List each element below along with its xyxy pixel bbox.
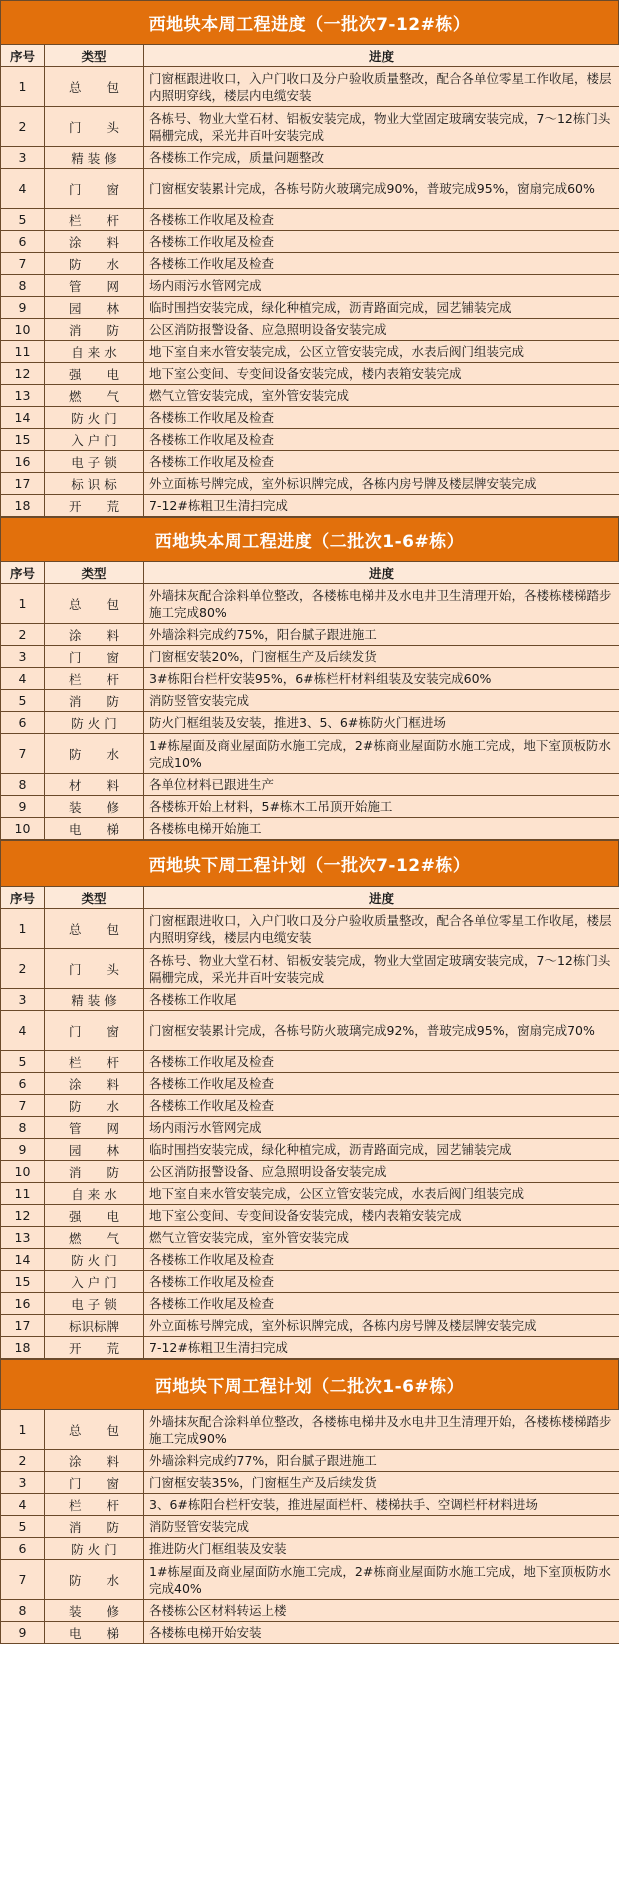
row-progress: 门窗框跟进收口，入户门收口及分户验收质量整改，配合各单位零星工作收尾，楼层内照明穿线，楼层内电缆安装	[144, 909, 619, 949]
row-progress: 7-12#栋粗卫生清扫完成	[144, 1337, 619, 1359]
table-row	[1, 253, 619, 275]
header-num: 序号	[1, 562, 45, 584]
row-number: 2	[1, 107, 45, 147]
table-row	[1, 796, 619, 818]
table-row	[1, 1516, 619, 1538]
row-type: 防 火 门	[45, 1538, 144, 1560]
header-num: 序号	[1, 45, 45, 67]
row-progress: 各楼栋工作收尾及检查	[144, 253, 619, 275]
row-progress: 3#栋阳台栏杆安装95%，6#栋栏杆材料组装及安装完成60%	[144, 668, 619, 690]
row-number: 4	[1, 1494, 45, 1516]
row-number: 8	[1, 275, 45, 297]
row-progress: 场内雨污水管网完成	[144, 1117, 619, 1139]
table-row	[1, 67, 619, 107]
row-number: 8	[1, 1600, 45, 1622]
row-progress: 3、6#栋阳台栏杆安装，推进屋面栏杆、楼梯扶手、空调栏杆材料进场	[144, 1494, 619, 1516]
header-progress: 进度	[144, 45, 619, 67]
table-row	[1, 1227, 619, 1249]
table-row	[1, 584, 619, 624]
table-row	[1, 209, 619, 231]
row-type: 总 包	[45, 909, 144, 949]
row-number: 12	[1, 363, 45, 385]
row-type: 防 水	[45, 734, 144, 774]
section-title: 西地块本周工程进度（一批次7-12#栋）	[0, 0, 619, 44]
row-number: 10	[1, 818, 45, 840]
table-row	[1, 774, 619, 796]
table-header-row	[1, 887, 619, 909]
table-row	[1, 319, 619, 341]
row-number: 9	[1, 1622, 45, 1644]
table-row	[1, 341, 619, 363]
table-row	[1, 275, 619, 297]
row-type: 电 梯	[45, 818, 144, 840]
row-number: 9	[1, 796, 45, 818]
row-progress: 各楼栋工作收尾及检查	[144, 209, 619, 231]
row-type: 园 林	[45, 1139, 144, 1161]
table-row	[1, 107, 619, 147]
row-type: 门 窗	[45, 646, 144, 668]
table-row	[1, 1139, 619, 1161]
row-type: 园 林	[45, 297, 144, 319]
table-header-row	[1, 562, 619, 584]
row-type: 标 识 标	[45, 473, 144, 495]
table-row	[1, 385, 619, 407]
row-number: 4	[1, 169, 45, 209]
table-row	[1, 1073, 619, 1095]
table-row	[1, 363, 619, 385]
row-type: 精 装 修	[45, 989, 144, 1011]
row-progress: 门窗框安装35%，门窗框生产及后续发货	[144, 1472, 619, 1494]
row-type: 燃 气	[45, 1227, 144, 1249]
row-number: 14	[1, 1249, 45, 1271]
table-row	[1, 429, 619, 451]
row-progress: 各楼栋工作收尾及检查	[144, 1051, 619, 1073]
row-number: 12	[1, 1205, 45, 1227]
row-progress: 场内雨污水管网完成	[144, 275, 619, 297]
row-type: 材 料	[45, 774, 144, 796]
table-row	[1, 297, 619, 319]
row-number: 4	[1, 1011, 45, 1051]
row-progress: 各楼栋工作收尾及检查	[144, 1271, 619, 1293]
row-progress: 门窗框安装累计完成，各栋号防火玻璃完成92%，普玻完成95%，窗扇完成70%	[144, 1011, 619, 1051]
row-number: 10	[1, 319, 45, 341]
row-progress: 公区消防报警设备、应急照明设备安装完成	[144, 1161, 619, 1183]
row-progress: 外墙涂料完成约75%，阳台腻子跟进施工	[144, 624, 619, 646]
section-3	[0, 840, 619, 1359]
row-type: 总 包	[45, 584, 144, 624]
row-number: 2	[1, 949, 45, 989]
table-row	[1, 169, 619, 209]
row-number: 6	[1, 1538, 45, 1560]
row-progress: 门窗框安装20%，门窗框生产及后续发货	[144, 646, 619, 668]
row-type: 开 荒	[45, 495, 144, 517]
row-number: 5	[1, 1051, 45, 1073]
row-type: 涂 料	[45, 1073, 144, 1095]
row-number: 1	[1, 67, 45, 107]
row-number: 18	[1, 1337, 45, 1359]
row-progress: 门窗框跟进收口，入户门收口及分户验收质量整改，配合各单位零星工作收尾，楼层内照明穿线，楼层内电缆安装	[144, 67, 619, 107]
row-type: 强 电	[45, 1205, 144, 1227]
row-type: 自 来 水	[45, 341, 144, 363]
row-type: 消 防	[45, 1516, 144, 1538]
row-type: 涂 料	[45, 1450, 144, 1472]
row-progress: 各楼栋工作收尾及检查	[144, 1249, 619, 1271]
progress-table	[0, 561, 619, 840]
progress-table	[0, 1409, 619, 1644]
row-type: 入 户 门	[45, 1271, 144, 1293]
row-number: 17	[1, 473, 45, 495]
row-number: 15	[1, 1271, 45, 1293]
row-number: 11	[1, 1183, 45, 1205]
row-number: 1	[1, 1410, 45, 1450]
row-progress: 地下室公变间、专变间设备安装完成，楼内表箱安装完成	[144, 363, 619, 385]
row-type: 防 火 门	[45, 712, 144, 734]
row-type: 栏 杆	[45, 1051, 144, 1073]
row-type: 门 头	[45, 107, 144, 147]
row-number: 16	[1, 1293, 45, 1315]
table-row	[1, 1600, 619, 1622]
row-type: 涂 料	[45, 624, 144, 646]
row-type: 栏 杆	[45, 1494, 144, 1516]
section-title: 西地块下周工程计划（一批次7-12#栋）	[0, 840, 619, 886]
row-progress: 外墙抹灰配合涂料单位整改，各楼栋电梯井及水电井卫生清理开始，各楼栋楼梯踏步施工完成90%	[144, 1410, 619, 1450]
table-row	[1, 1249, 619, 1271]
row-type: 消 防	[45, 690, 144, 712]
row-type: 消 防	[45, 1161, 144, 1183]
table-row	[1, 1271, 619, 1293]
row-number: 3	[1, 1472, 45, 1494]
row-type: 标识标牌	[45, 1315, 144, 1337]
section-1	[0, 0, 619, 517]
row-progress: 各单位材料已跟进生产	[144, 774, 619, 796]
table-row	[1, 231, 619, 253]
table-row	[1, 1410, 619, 1450]
header-type: 类型	[45, 562, 144, 584]
table-row	[1, 147, 619, 169]
row-number: 3	[1, 989, 45, 1011]
section-4	[0, 1359, 619, 1644]
table-row	[1, 949, 619, 989]
row-progress: 各楼栋工作收尾及检查	[144, 231, 619, 253]
row-number: 11	[1, 341, 45, 363]
row-number: 13	[1, 1227, 45, 1249]
row-progress: 燃气立管安装完成，室外管安装完成	[144, 1227, 619, 1249]
row-progress: 推进防火门框组装及安装	[144, 1538, 619, 1560]
row-number: 1	[1, 909, 45, 949]
row-type: 强 电	[45, 363, 144, 385]
row-progress: 各楼栋工作收尾及检查	[144, 1095, 619, 1117]
table-row	[1, 1472, 619, 1494]
row-progress: 临时围挡安装完成，绿化种植完成，沥青路面完成，园艺铺装完成	[144, 297, 619, 319]
row-type: 栏 杆	[45, 209, 144, 231]
table-row	[1, 1337, 619, 1359]
table-row	[1, 1011, 619, 1051]
row-progress: 外墙抹灰配合涂料单位整改，各楼栋电梯井及水电井卫生清理开始，各楼栋楼梯踏步施工完成80%	[144, 584, 619, 624]
row-number: 2	[1, 1450, 45, 1472]
row-number: 5	[1, 690, 45, 712]
row-progress: 外立面栋号牌完成，室外标识牌完成，各栋内房号牌及楼层牌安装完成	[144, 473, 619, 495]
row-number: 6	[1, 231, 45, 253]
row-progress: 各楼栋公区材料转运上楼	[144, 1600, 619, 1622]
row-progress: 临时围挡安装完成，绿化种植完成，沥青路面完成，园艺铺装完成	[144, 1139, 619, 1161]
row-type: 门 窗	[45, 1472, 144, 1494]
row-type: 管 网	[45, 1117, 144, 1139]
section-title: 西地块本周工程进度（二批次1-6#栋）	[0, 517, 619, 561]
row-type: 防 水	[45, 253, 144, 275]
row-progress: 地下室自来水管安装完成，公区立管安装完成，水表后阀门组装完成	[144, 341, 619, 363]
table-row	[1, 1622, 619, 1644]
header-progress: 进度	[144, 562, 619, 584]
row-number: 3	[1, 646, 45, 668]
row-progress: 各楼栋工作收尾及检查	[144, 1293, 619, 1315]
row-type: 装 修	[45, 796, 144, 818]
row-progress: 各楼栋电梯开始施工	[144, 818, 619, 840]
row-number: 4	[1, 668, 45, 690]
section-2	[0, 517, 619, 840]
header-num: 序号	[1, 887, 45, 909]
table-row	[1, 1560, 619, 1600]
header-type: 类型	[45, 45, 144, 67]
row-progress: 各栋号、物业大堂石材、铝板安装完成，物业大堂固定玻璃安装完成，7～12栋门头隔栅完成，采光井百叶安装完成	[144, 107, 619, 147]
progress-table	[0, 44, 619, 517]
table-row	[1, 1315, 619, 1337]
row-progress: 各楼栋工作收尾及检查	[144, 429, 619, 451]
row-type: 门 头	[45, 949, 144, 989]
row-number: 9	[1, 297, 45, 319]
row-progress: 各楼栋电梯开始安装	[144, 1622, 619, 1644]
row-progress: 公区消防报警设备、应急照明设备安装完成	[144, 319, 619, 341]
row-progress: 地下室公变间、专变间设备安装完成，楼内表箱安装完成	[144, 1205, 619, 1227]
row-type: 防 火 门	[45, 407, 144, 429]
row-progress: 地下室自来水管安装完成，公区立管安装完成，水表后阀门组装完成	[144, 1183, 619, 1205]
table-row	[1, 1183, 619, 1205]
row-progress: 消防竖管安装完成	[144, 690, 619, 712]
row-type: 开 荒	[45, 1337, 144, 1359]
row-type: 栏 杆	[45, 668, 144, 690]
row-number: 6	[1, 712, 45, 734]
row-type: 消 防	[45, 319, 144, 341]
row-number: 9	[1, 1139, 45, 1161]
row-progress: 防火门框组装及安装，推进3、5、6#栋防火门框进场	[144, 712, 619, 734]
table-row	[1, 1051, 619, 1073]
table-row	[1, 1117, 619, 1139]
table-row	[1, 1494, 619, 1516]
row-number: 18	[1, 495, 45, 517]
row-number: 8	[1, 1117, 45, 1139]
row-number: 8	[1, 774, 45, 796]
row-type: 自 来 水	[45, 1183, 144, 1205]
row-number: 5	[1, 1516, 45, 1538]
row-number: 3	[1, 147, 45, 169]
progress-table	[0, 886, 619, 1359]
row-number: 15	[1, 429, 45, 451]
row-type: 防 水	[45, 1095, 144, 1117]
row-progress: 消防竖管安装完成	[144, 1516, 619, 1538]
row-number: 7	[1, 1095, 45, 1117]
row-type: 管 网	[45, 275, 144, 297]
table-row	[1, 734, 619, 774]
row-progress: 7-12#栋粗卫生清扫完成	[144, 495, 619, 517]
row-number: 6	[1, 1073, 45, 1095]
table-row	[1, 473, 619, 495]
row-progress: 各楼栋工作完成，质量问题整改	[144, 147, 619, 169]
table-row	[1, 668, 619, 690]
row-type: 入 户 门	[45, 429, 144, 451]
row-type: 门 窗	[45, 1011, 144, 1051]
row-type: 涂 料	[45, 231, 144, 253]
row-type: 门 窗	[45, 169, 144, 209]
row-progress: 门窗框安装累计完成，各栋号防火玻璃完成90%，普玻完成95%，窗扇完成60%	[144, 169, 619, 209]
row-progress: 1#栋屋面及商业屋面防水施工完成，2#栋商业屋面防水施工完成，地下室顶板防水完成10%	[144, 734, 619, 774]
row-type: 精 装 修	[45, 147, 144, 169]
table-row	[1, 624, 619, 646]
table-row	[1, 712, 619, 734]
table-row	[1, 1095, 619, 1117]
row-number: 5	[1, 209, 45, 231]
row-type: 防 水	[45, 1560, 144, 1600]
row-number: 17	[1, 1315, 45, 1337]
header-type: 类型	[45, 887, 144, 909]
row-progress: 外墙涂料完成约77%，阳台腻子跟进施工	[144, 1450, 619, 1472]
table-row	[1, 690, 619, 712]
row-type: 电 子 锁	[45, 1293, 144, 1315]
table-row	[1, 909, 619, 949]
table-row	[1, 1538, 619, 1560]
row-number: 1	[1, 584, 45, 624]
table-row	[1, 989, 619, 1011]
table-row	[1, 451, 619, 473]
row-type: 电 梯	[45, 1622, 144, 1644]
row-number: 13	[1, 385, 45, 407]
row-type: 总 包	[45, 1410, 144, 1450]
header-progress: 进度	[144, 887, 619, 909]
row-number: 2	[1, 624, 45, 646]
table-row	[1, 1205, 619, 1227]
row-progress: 各楼栋工作收尾及检查	[144, 407, 619, 429]
table-row	[1, 1161, 619, 1183]
table-row	[1, 646, 619, 668]
row-progress: 燃气立管安装完成，室外管安装完成	[144, 385, 619, 407]
row-number: 7	[1, 253, 45, 275]
table-row	[1, 407, 619, 429]
row-progress: 各楼栋开始上材料，5#栋木工吊顶开始施工	[144, 796, 619, 818]
row-number: 16	[1, 451, 45, 473]
row-progress: 各楼栋工作收尾及检查	[144, 1073, 619, 1095]
row-progress: 各楼栋工作收尾	[144, 989, 619, 1011]
row-type: 防 火 门	[45, 1249, 144, 1271]
row-number: 14	[1, 407, 45, 429]
row-progress: 各栋号、物业大堂石材、铝板安装完成，物业大堂固定玻璃安装完成，7～12栋门头隔栅完成，采光井百叶安装完成	[144, 949, 619, 989]
row-type: 燃 气	[45, 385, 144, 407]
table-row	[1, 1293, 619, 1315]
row-progress: 1#栋屋面及商业屋面防水施工完成，2#栋商业屋面防水施工完成，地下室顶板防水完成40%	[144, 1560, 619, 1600]
row-progress: 各楼栋工作收尾及检查	[144, 451, 619, 473]
table-row	[1, 495, 619, 517]
table-row	[1, 818, 619, 840]
row-number: 7	[1, 1560, 45, 1600]
row-number: 10	[1, 1161, 45, 1183]
table-row	[1, 1450, 619, 1472]
section-title: 西地块下周工程计划（二批次1-6#栋）	[0, 1359, 619, 1409]
row-type: 电 子 锁	[45, 451, 144, 473]
row-type: 装 修	[45, 1600, 144, 1622]
table-header-row	[1, 45, 619, 67]
row-progress: 外立面栋号牌完成，室外标识牌完成，各栋内房号牌及楼层牌安装完成	[144, 1315, 619, 1337]
row-number: 7	[1, 734, 45, 774]
row-type: 总 包	[45, 67, 144, 107]
